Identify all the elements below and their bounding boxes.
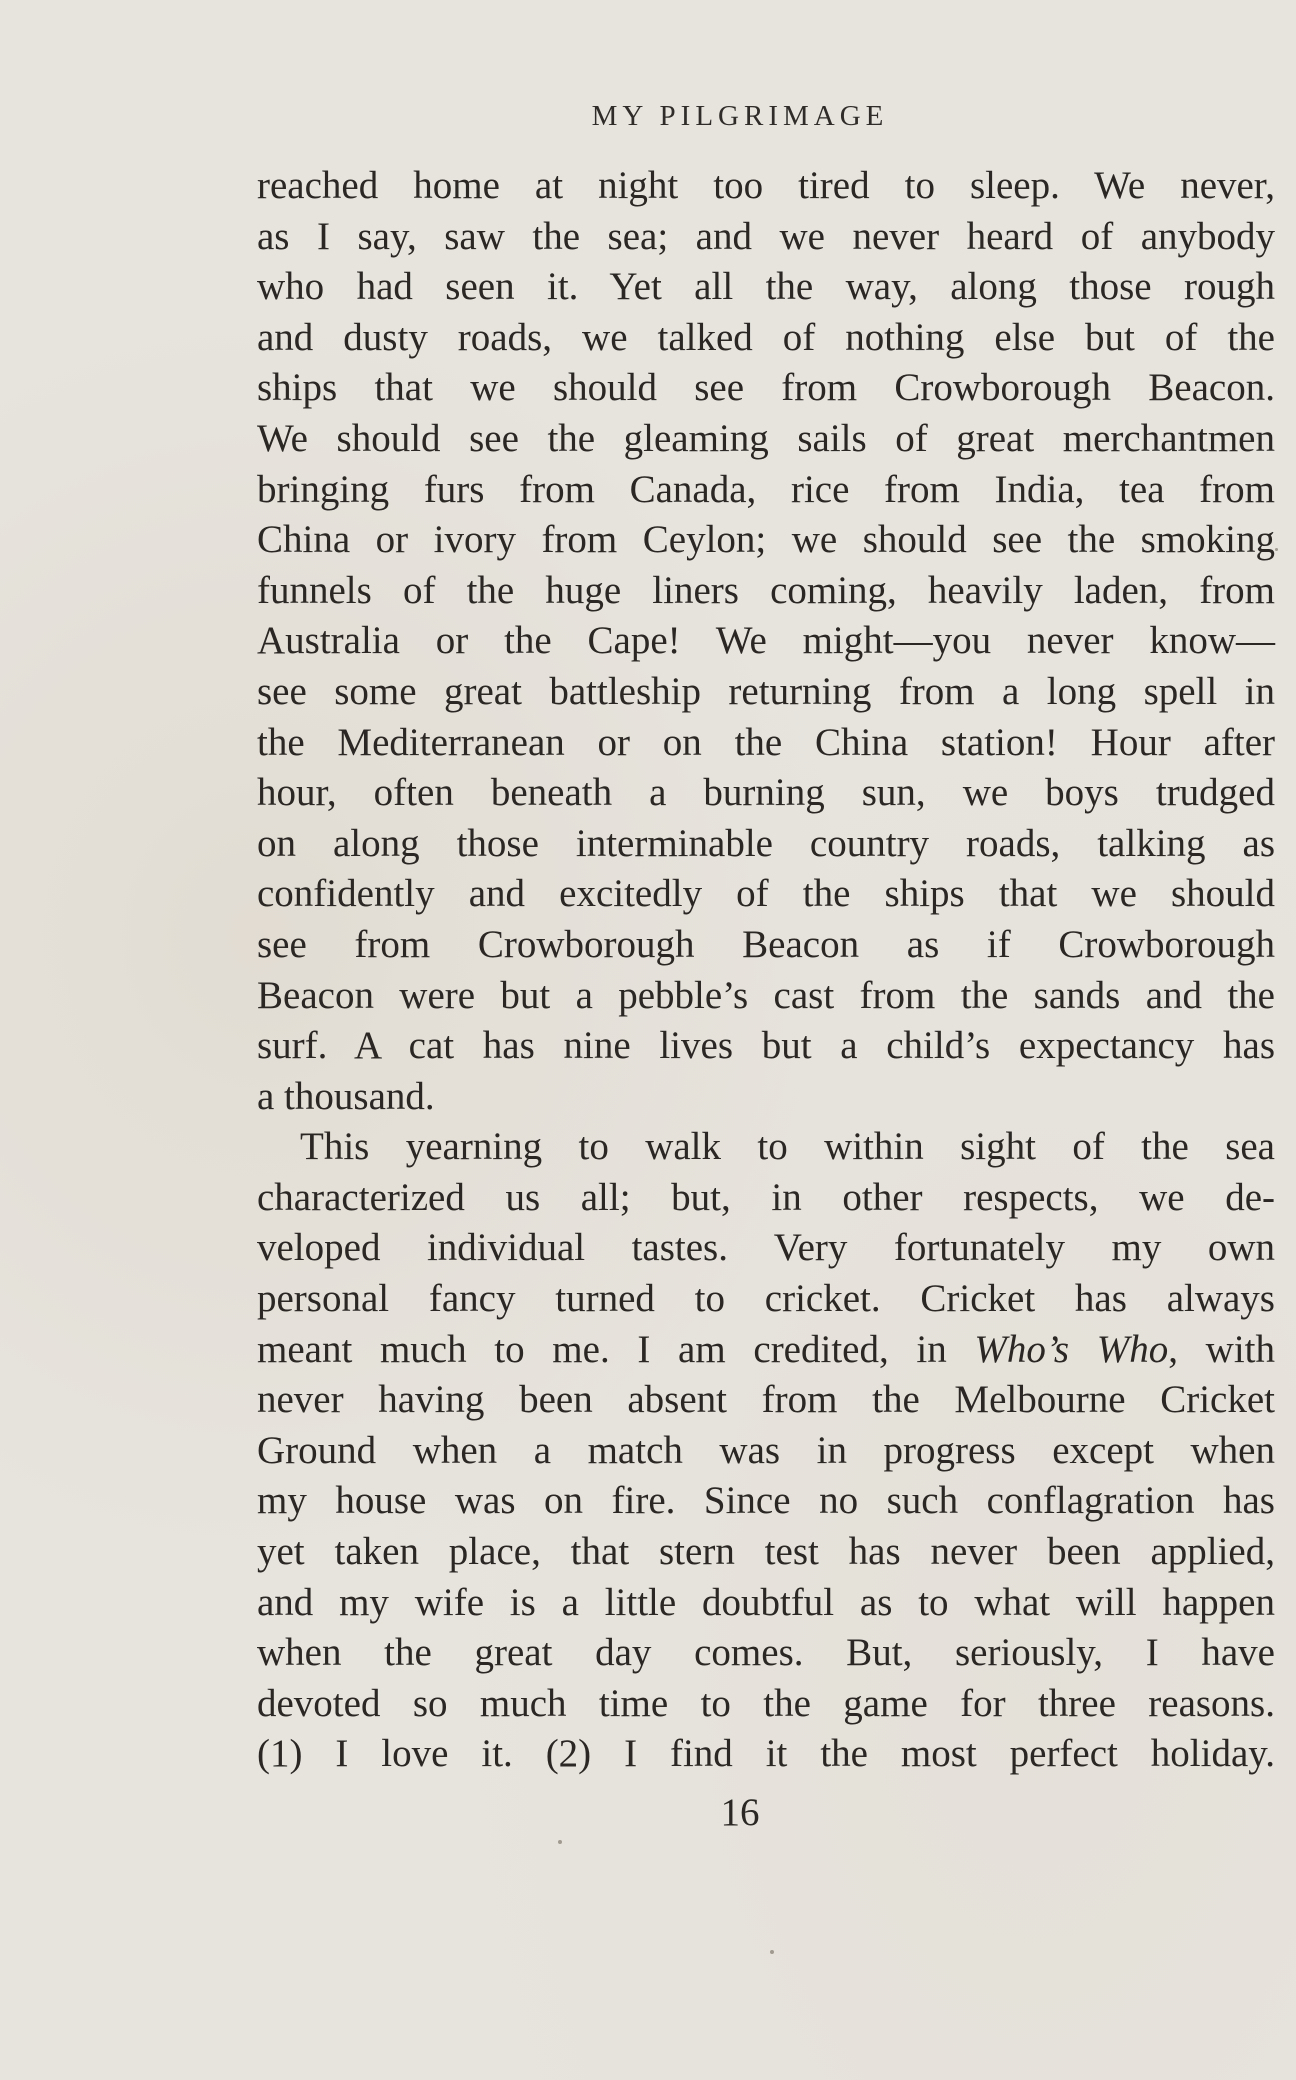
text-line: when the great day comes. But, seriously, I have bbox=[257, 1631, 1275, 1675]
text-line: on along those interminable country roads, talking as bbox=[257, 821, 1275, 865]
text-line: We should see the gleaming sails of great merchantmen bbox=[257, 416, 1275, 460]
text-line: devoted so much time to the game for three reasons. bbox=[257, 1681, 1275, 1725]
text-line: personal fancy turned to cricket. Cricket has always bbox=[257, 1277, 1275, 1321]
text-segment: meant much to me. I am credited, in bbox=[257, 1327, 975, 1371]
text-line: funnels of the huge liners coming, heavily laden, from bbox=[257, 568, 1275, 612]
text-line: reached home at night too tired to sleep. We never, bbox=[257, 164, 1275, 207]
paper-speck bbox=[558, 1840, 562, 1844]
text-line: confidently and excitedly of the ships that we should bbox=[257, 872, 1275, 916]
text-line: who had seen it. Yet all the way, along those rough bbox=[257, 265, 1275, 309]
running-head bbox=[0, 100, 1296, 133]
italic-title: Who’s Who bbox=[974, 1327, 1169, 1371]
text-line: yet taken place, that stern test has never been applied, bbox=[257, 1530, 1275, 1574]
text-line: the Mediterranean or on the China station! Hour after bbox=[257, 720, 1275, 764]
text-line: as I say, saw the sea; and we never heard of anybody bbox=[257, 214, 1275, 258]
paper-speck bbox=[770, 1950, 774, 1954]
text-line-indented: This yearning to walk to within sight of the sea bbox=[300, 1125, 1275, 1169]
text-line: characterized us all; but, in other respects, we de- bbox=[257, 1175, 1275, 1219]
text-line: never having been absent from the Melbourne Cricket bbox=[257, 1378, 1275, 1422]
text-segment: , with bbox=[1168, 1327, 1275, 1371]
text-line: hour, often beneath a burning sun, we boys trudged bbox=[257, 771, 1275, 815]
paper-speck bbox=[1275, 548, 1278, 551]
text-line: and dusty roads, we talked of nothing else but of the bbox=[257, 315, 1275, 359]
text-line: Ground when a match was in progress except when bbox=[257, 1428, 1275, 1472]
page-number-text: 16 bbox=[720, 1791, 760, 1834]
text-line: see some great battleship returning from a long spell in bbox=[257, 669, 1275, 713]
body-text bbox=[257, 161, 1275, 1780]
text-line: China or ivory from Ceylon; we should see the smoking bbox=[257, 518, 1275, 562]
text-line: see from Crowborough Beacon as if Crowborough bbox=[257, 922, 1275, 966]
text-line: surf. A cat has nine lives but a child’s expectancy has bbox=[257, 1024, 1275, 1068]
text-line: Beacon were but a pebble’s cast from the sands and the bbox=[257, 973, 1275, 1017]
text-line-with-italic bbox=[257, 1325, 1275, 1376]
text-line-last: a thousand. bbox=[257, 1074, 435, 1118]
running-head-text: MY PILGRIMAGE bbox=[591, 100, 889, 132]
page-number bbox=[0, 1790, 1296, 1835]
text-line: bringing furs from Canada, rice from India, tea from bbox=[257, 467, 1275, 511]
text-line: my house was on fire. Since no such conflagration has bbox=[257, 1479, 1275, 1523]
text-line: (1) I love it. (2) I find it the most perfect holiday. bbox=[257, 1732, 1275, 1776]
text-line: ships that we should see from Crowborough Beacon. bbox=[257, 366, 1275, 410]
text-line: veloped individual tastes. Very fortunately my own bbox=[257, 1226, 1275, 1270]
text-line: and my wife is a little doubtful as to what will happen bbox=[257, 1580, 1275, 1624]
text-line: Australia or the Cape! We might—you never know— bbox=[257, 619, 1275, 663]
